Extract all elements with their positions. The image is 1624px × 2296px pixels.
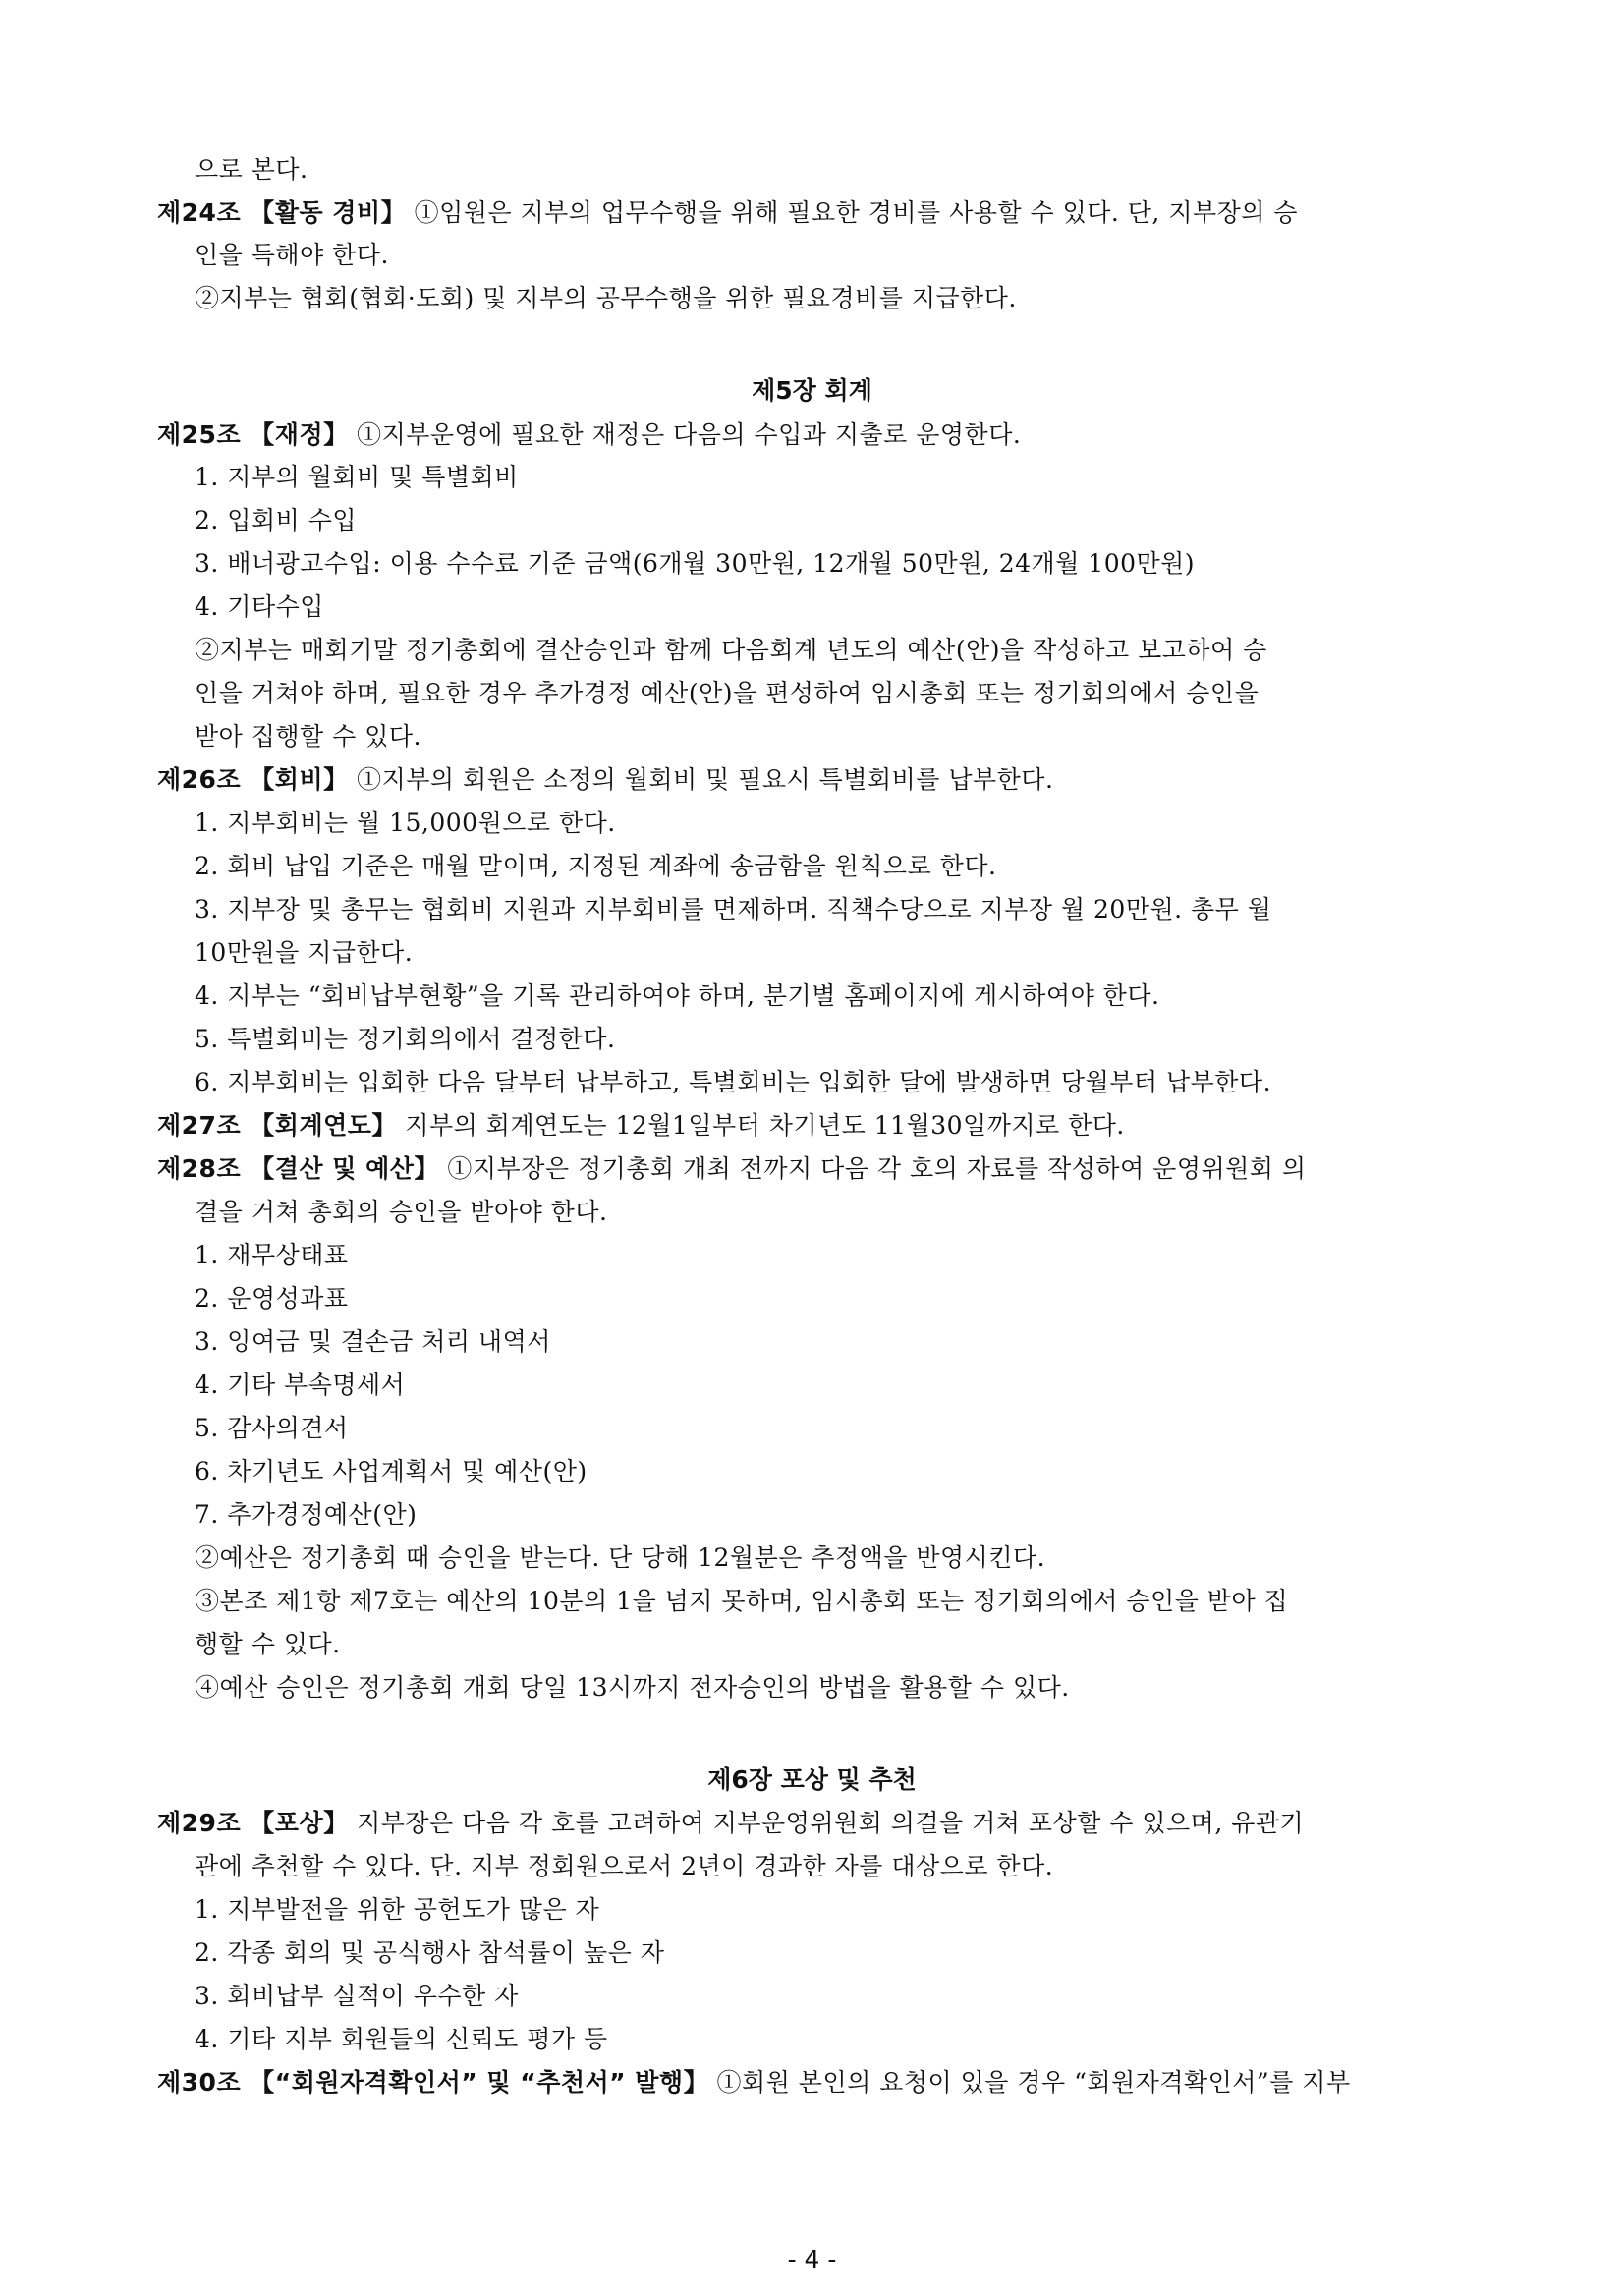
list-item: 2. 입회비 수입 — [195, 506, 357, 534]
article-29 — [157, 1807, 1304, 1840]
article-25-paragraph-2: 받아 집행할 수 있다. — [195, 722, 421, 751]
article-27 — [157, 1109, 1125, 1143]
article-30-heading: 제30조 【“회원자격확인서” 및 “추천서” 발행】 — [157, 2068, 709, 2097]
article-24-line-2: 인을 득해야 한다. — [195, 241, 389, 269]
article-26 — [157, 763, 1053, 797]
article-28 — [157, 1152, 1307, 1186]
article-27-heading: 제27조 【회계연도】 — [157, 1111, 397, 1140]
article-25-paragraph-2: 인을 거쳐야 하며, 필요한 경우 추가경정 예산(안)을 편성하여 임시총회 또는 정기회의에서 승인을 — [195, 679, 1260, 707]
article-28-heading: 제28조 【결산 및 예산】 — [157, 1154, 439, 1183]
list-item: 4. 기타 지부 회원들의 신뢰도 평가 등 — [195, 2025, 608, 2053]
list-item: 2. 운영성과표 — [195, 1284, 349, 1313]
article-25 — [157, 419, 1021, 452]
list-item: 10만원을 지급한다. — [195, 938, 414, 967]
list-item: 2. 각종 회의 및 공식행사 참석률이 높은 자 — [195, 1938, 665, 1967]
article-24-heading: 제24조 【활동 경비】 — [157, 198, 407, 227]
list-item: 5. 감사의견서 — [195, 1414, 349, 1442]
list-item: 3. 지부장 및 총무는 협회비 지원과 지부회비를 면제하며. 직책수당으로 지부장 월 20만원. 총무 월 — [195, 895, 1272, 924]
article-29-heading: 제29조 【포상】 — [157, 1809, 349, 1837]
list-item: 3. 배너광고수입: 이용 수수료 기준 금액(6개월 30만원, 12개월 50만원, 24개월 100만원) — [195, 549, 1196, 578]
list-item: 1. 재무상태표 — [195, 1241, 349, 1269]
chapter-6-title: 제6장 포상 및 추천 — [707, 1765, 917, 1794]
article-26-heading: 제26조 【회비】 — [157, 765, 349, 794]
article-24-line-3: ②지부는 협회(협회·도회) 및 지부의 공무수행을 위한 필요경비를 지급한다. — [195, 284, 1017, 312]
chapter-5-title: 제5장 회계 — [752, 376, 872, 405]
article-24-line-1: ①임원은 지부의 업무수행을 위해 필요한 경비를 사용할 수 있다. 단, 지부장의 승 — [414, 198, 1299, 227]
list-item: 6. 차기년도 사업계획서 및 예산(안) — [195, 1457, 588, 1485]
article-24 — [157, 196, 1298, 230]
list-item: 7. 추가경정예산(안) — [195, 1500, 418, 1529]
list-item: 1. 지부발전을 위한 공헌도가 많은 자 — [195, 1895, 600, 1924]
article-25-heading: 제25조 【재정】 — [157, 420, 349, 449]
article-28-line-2: 결을 거쳐 총회의 승인을 받아야 한다. — [195, 1198, 608, 1226]
list-item: 1. 지부의 월회비 및 특별회비 — [195, 463, 519, 491]
article-29-line-1: 지부장은 다음 각 호를 고려하여 지부운영위원회 의결을 거쳐 포상할 수 있으며, 유관기 — [357, 1809, 1305, 1837]
list-item: 1. 지부회비는 월 15,000원으로 한다. — [195, 809, 616, 837]
list-item: 6. 지부회비는 입회한 다음 달부터 납부하고, 특별회비는 입회한 달에 발생하면 당월부터 납부한다. — [195, 1068, 1272, 1096]
article-27-line-1: 지부의 회계연도는 12월1일부터 차기년도 11월30일까지로 한다. — [405, 1111, 1125, 1140]
article-28-line-1: ①지부장은 정기총회 개최 전까지 다음 각 호의 자료를 작성하여 운영위원회 의 — [447, 1154, 1307, 1183]
article-29-line-2: 관에 추천할 수 있다. 단. 지부 정회원으로서 2년이 경과한 자를 대상으로 한다. — [195, 1852, 1054, 1880]
article-28-paragraph-3: ③본조 제1항 제7호는 예산의 10분의 1을 넘지 못하며, 임시총회 또는 정기회의에서 승인을 받아 집 — [195, 1587, 1289, 1615]
article-25-paragraph-2: ②지부는 매회기말 정기총회에 결산승인과 함께 다음회계 년도의 예산(안)을 작성하고 보고하여 승 — [195, 636, 1267, 664]
article-28-paragraph-3-cont: 행할 수 있다. — [195, 1630, 341, 1658]
article-30-line-1: ①회원 본인의 요청이 있을 경우 “회원자격확인서”를 지부 — [716, 2068, 1351, 2097]
article-28-paragraph-4: ④예산 승인은 정기총회 개회 당일 13시까지 전자승인의 방법을 활용할 수 있다. — [195, 1673, 1070, 1702]
article-26-line-1: ①지부의 회원은 소정의 월회비 및 필요시 특별회비를 납부한다. — [357, 765, 1054, 794]
list-item: 3. 회비납부 실적이 우수한 자 — [195, 1982, 519, 2010]
article-25-line-1: ①지부운영에 필요한 재정은 다음의 수입과 지출로 운영한다. — [357, 420, 1022, 449]
list-item: 2. 회비 납입 기준은 매월 말이며, 지정된 계좌에 송금함을 원칙으로 한다. — [195, 852, 997, 880]
list-item: 4. 지부는 “회비납부현황”을 기록 관리하여야 하며, 분기별 홈페이지에 게시하여야 한다. — [195, 981, 1160, 1010]
list-item: 4. 기타 부속명세서 — [195, 1371, 406, 1399]
article-30 — [157, 2066, 1351, 2100]
article-28-paragraph-2: ②예산은 정기총회 때 승인을 받는다. 단 당해 12월분은 추정액을 반영시킨다. — [195, 1543, 1046, 1572]
list-item: 5. 특별회비는 정기회의에서 결정한다. — [195, 1025, 616, 1053]
list-item: 4. 기타수입 — [195, 592, 324, 621]
page-number: - 4 - — [787, 2245, 837, 2273]
continuation-line: 으로 본다. — [195, 155, 308, 184]
list-item: 3. 잉여금 및 결손금 처리 내역서 — [195, 1327, 551, 1356]
